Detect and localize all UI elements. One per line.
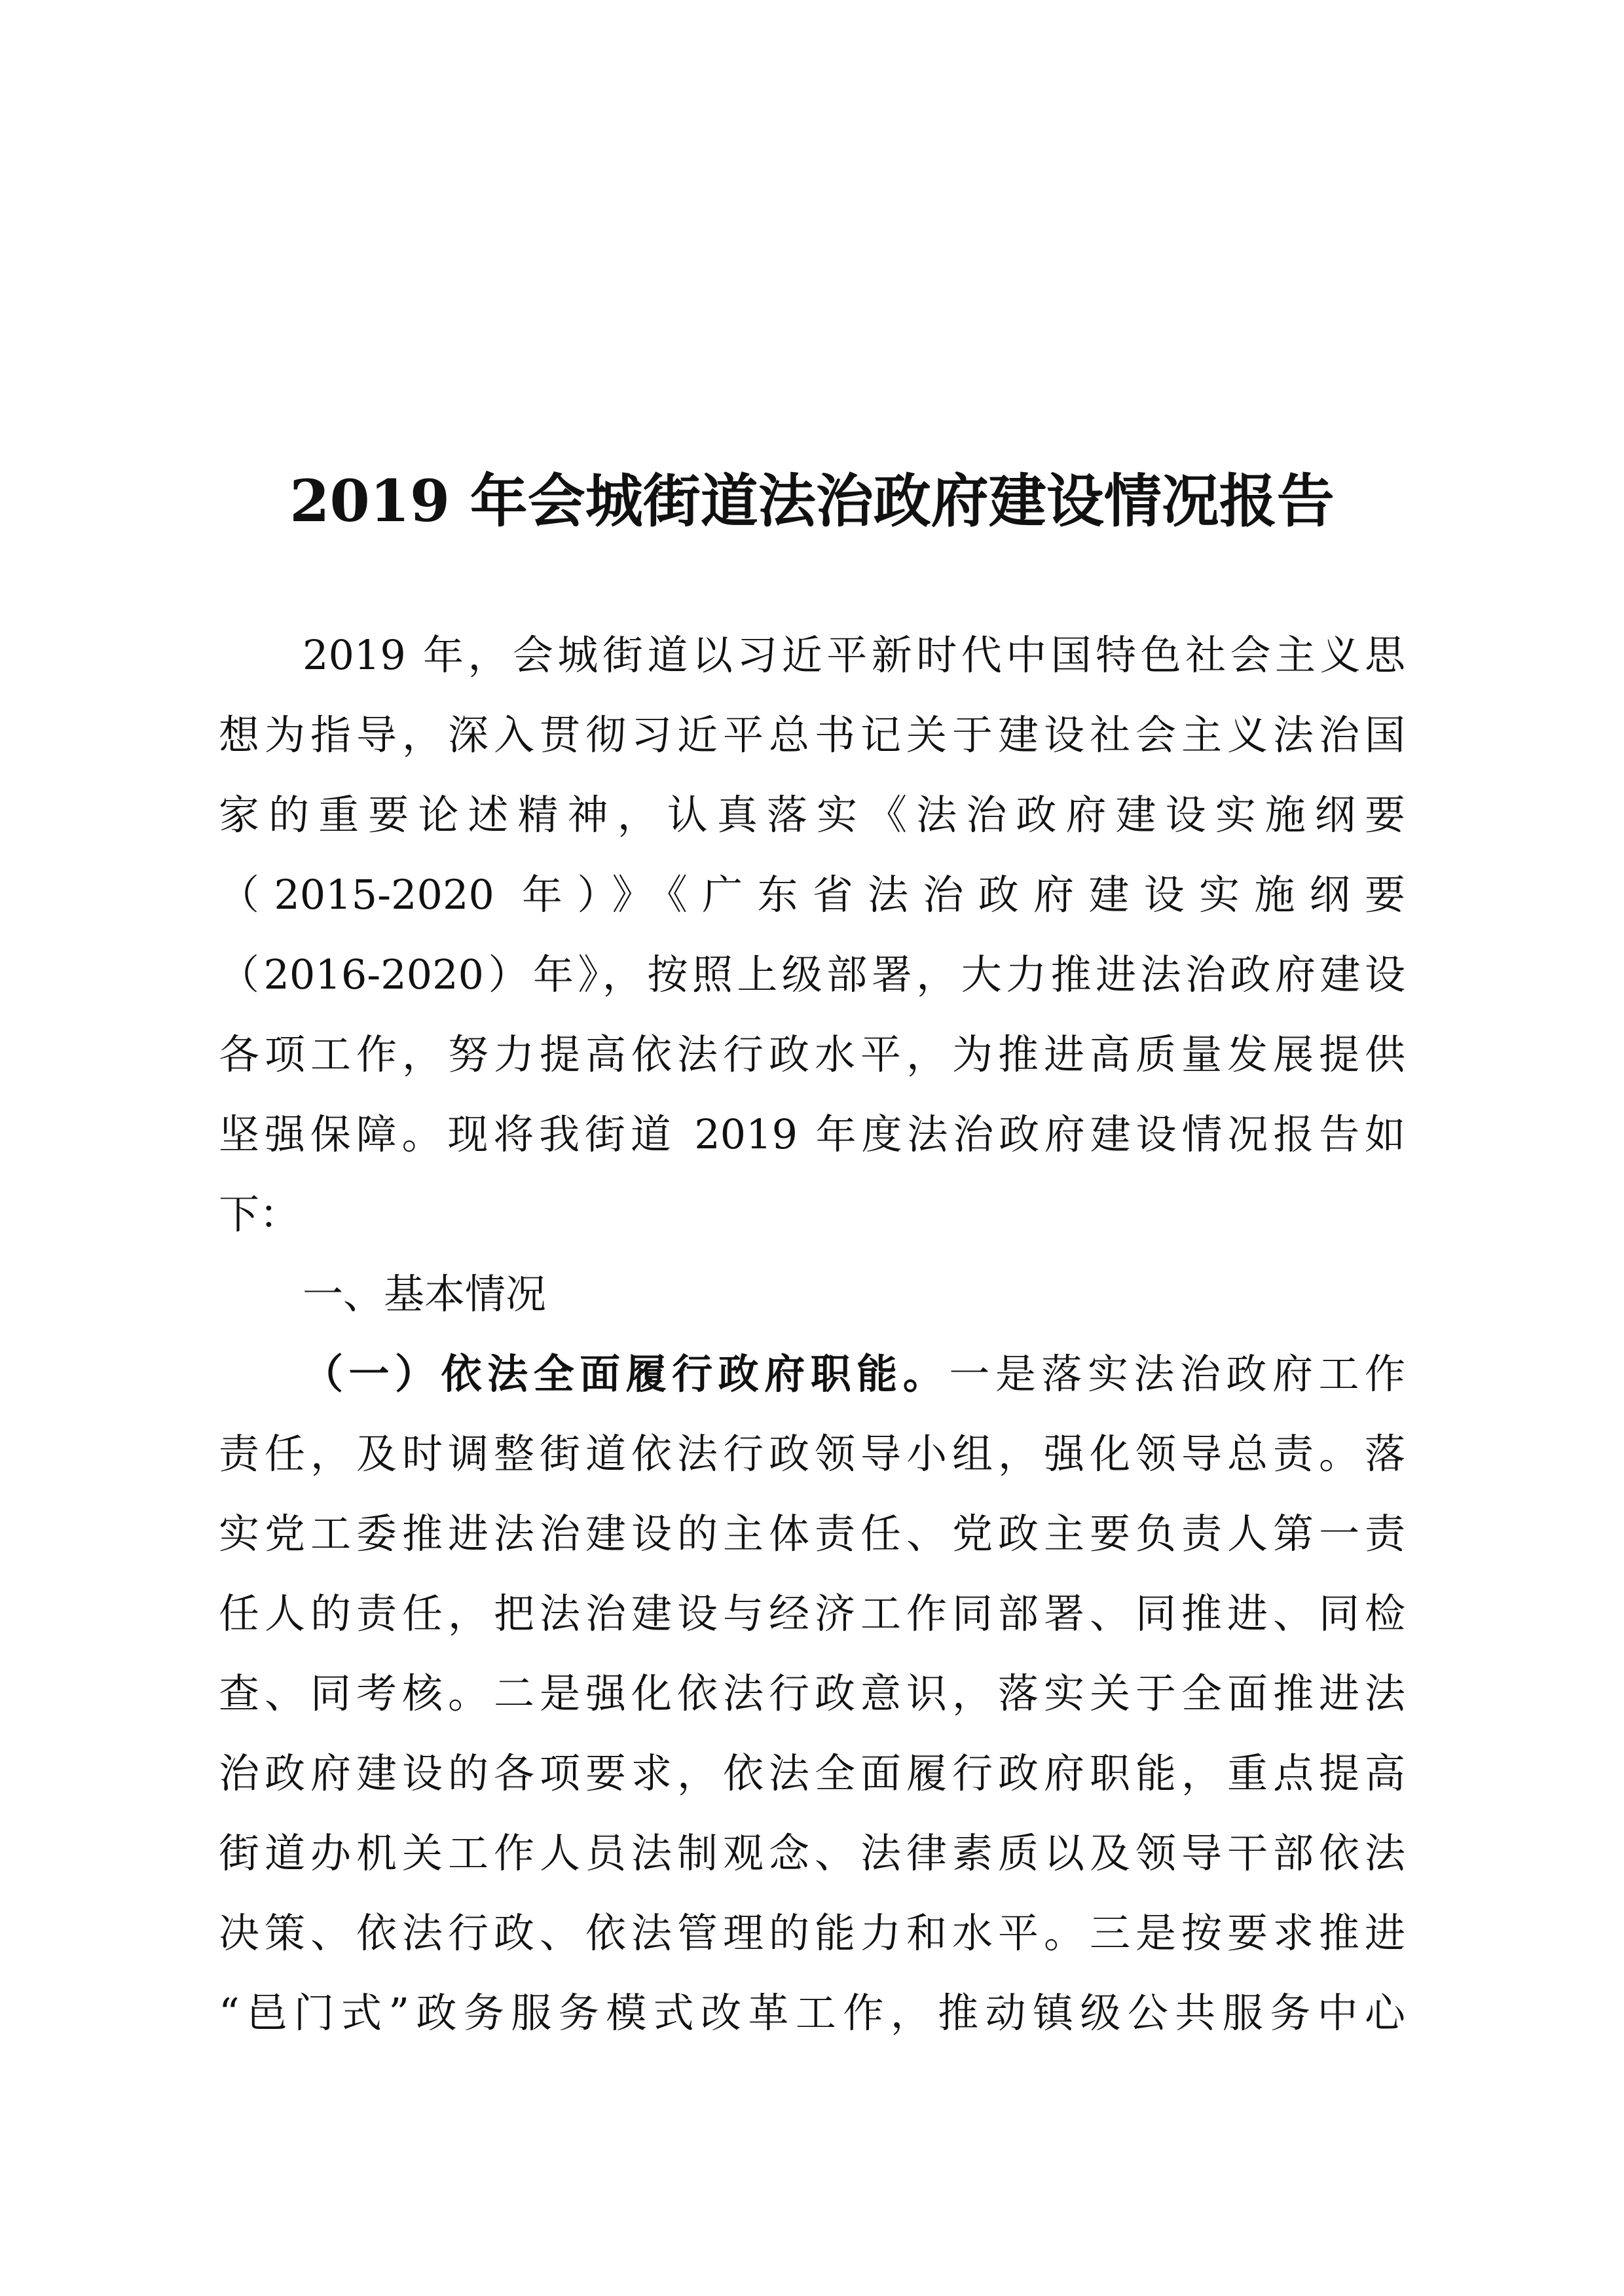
paragraph-line: “邑门式”政务服务模式改革工作，推动镇级公共服务中心 (219, 1989, 1405, 2037)
document-title: 2019 年会城街道法治政府建设情况报告 (289, 467, 1335, 535)
paragraph-line: （2015-2020 年）》《广东省法治政府建设实施纲要 (219, 871, 1405, 919)
paragraph-line: 任人的责任，把法治建设与经济工作同部署、同推进、同检 (219, 1590, 1405, 1637)
section-heading: 一、基本情况 (303, 1270, 547, 1318)
paragraph-line: 下： (219, 1190, 301, 1238)
subsection-first-line (219, 1334, 1405, 1414)
paragraph-line: 家的重要论述精神，认真落实《法治政府建设实施纲要 (219, 791, 1405, 839)
paragraph-line: 想为指导，深入贯彻习近平总书记关于建设社会主义法治国 (219, 711, 1405, 759)
paragraph-line: 实党工委推进法治建设的主体责任、党政主要负责人第一责 (219, 1510, 1405, 1558)
paragraph-line: （2016-2020）年》，按照上级部署，大力推进法治政府建设 (219, 951, 1405, 998)
paragraph-line: 街道办机关工作人员法制观念、法律素质以及领导干部依法 (219, 1829, 1405, 1877)
paragraph-line: 治政府建设的各项要求，依法全面履行政府职能，重点提高 (219, 1749, 1405, 1797)
paragraph-line: 责任，及时调整街道依法行政领导小组，强化领导总责。落 (219, 1430, 1405, 1478)
document-body (219, 615, 1405, 2053)
paragraph-line: 2019 年，会城街道以习近平新时代中国特色社会主义思 (303, 631, 1405, 679)
paragraph-line: 坚强保障。现将我街道 2019 年度法治政府建设情况报告如 (219, 1110, 1405, 1158)
subsection-first-line-rest: 一是落实法治政府工作 (949, 1350, 1405, 1398)
paragraph-line: 各项工作，努力提高依法行政水平，为推进高质量发展提供 (219, 1030, 1405, 1078)
subsection-lead: （一）依法全面履行政府职能。 (303, 1350, 950, 1398)
paragraph-line: 查、同考核。二是强化依法行政意识，落实关于全面推进法 (219, 1669, 1405, 1717)
paragraph-line: 决策、依法行政、依法管理的能力和水平。三是按要求推进 (219, 1909, 1405, 1957)
